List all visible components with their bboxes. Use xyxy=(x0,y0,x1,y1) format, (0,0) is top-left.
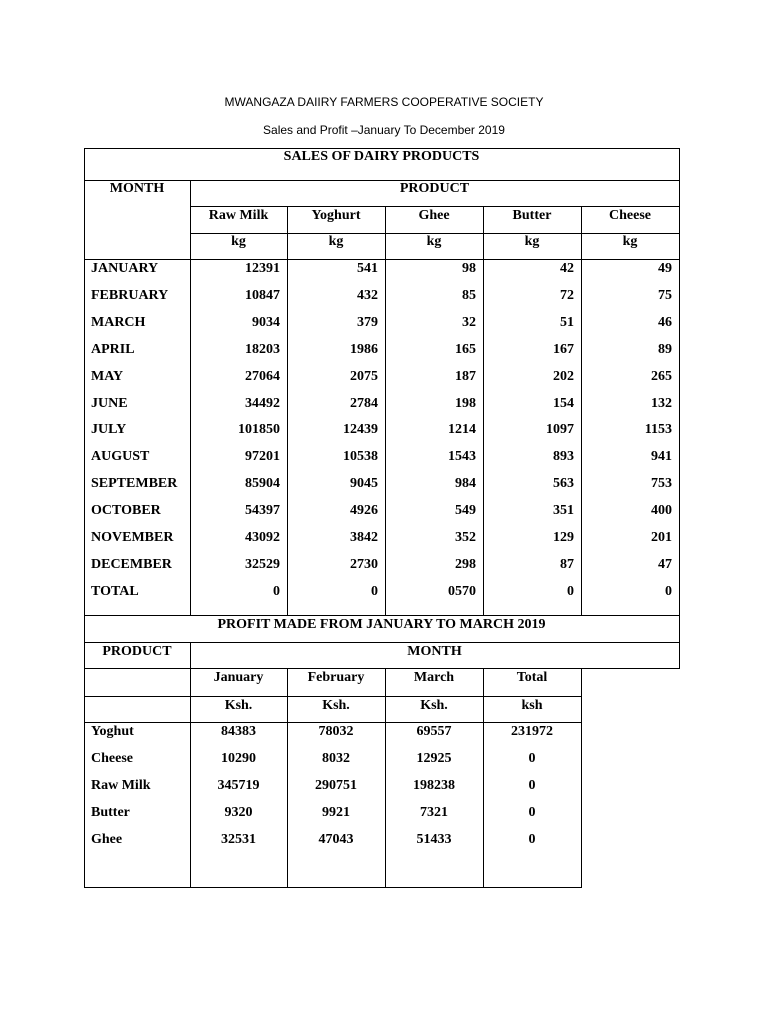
sales-cell-value: 9034 xyxy=(252,315,280,330)
sales-unit-label: kg xyxy=(231,234,246,249)
sales-cell-value: 1097 xyxy=(546,422,574,437)
profit-cell-value: 231972 xyxy=(511,724,553,739)
sales-month-label: OCTOBER xyxy=(91,503,161,518)
sales-column-header: Raw Milk xyxy=(208,208,269,223)
sales-cell-value: 549 xyxy=(455,503,476,518)
sales-cell-value: 893 xyxy=(553,449,574,464)
sales-cell-value: 101850 xyxy=(238,422,280,437)
sales-month-label: SEPTEMBER xyxy=(91,476,178,491)
sales-cell-value: 563 xyxy=(553,476,574,491)
sales-cell-value: 98 xyxy=(462,261,476,276)
sales-column-header: Cheese xyxy=(609,208,651,223)
profit-column-header: February xyxy=(307,670,365,685)
profit-cell-value: 345719 xyxy=(217,778,260,793)
sales-cell-value: 265 xyxy=(651,369,672,384)
document-title: MWANGAZA DAIIRY FARMERS COOPERATIVE SOCIETY xyxy=(224,95,544,109)
sales-unit-label: kg xyxy=(426,234,442,249)
sales-cell-value: 984 xyxy=(455,476,476,491)
profit-column-header: Total xyxy=(516,670,548,685)
profit-product-label: Yoghut xyxy=(91,724,134,739)
sales-total-value: 0 xyxy=(371,584,378,599)
sales-cell-value: 132 xyxy=(651,396,672,411)
profit-month-header: MONTH xyxy=(407,644,462,659)
sales-unit-label: kg xyxy=(622,234,638,249)
sales-total-label: TOTAL xyxy=(91,584,139,599)
sales-cell-value: 941 xyxy=(651,449,672,464)
sales-cell-value: 753 xyxy=(651,476,672,491)
sales-cell-value: 89 xyxy=(658,342,672,357)
sales-cell-value: 32529 xyxy=(245,557,280,572)
sales-unit-label: kg xyxy=(328,234,344,249)
table-rule xyxy=(84,722,582,723)
sales-cell-value: 9045 xyxy=(350,476,378,491)
sales-product-header: PRODUCT xyxy=(399,181,470,196)
sales-cell-value: 18203 xyxy=(245,342,280,357)
sales-month-label: DECEMBER xyxy=(91,557,172,572)
profit-heading: PROFIT MADE FROM JANUARY TO MARCH 2019 xyxy=(217,617,546,632)
sales-cell-value: 75 xyxy=(658,288,672,303)
sales-cell-value: 352 xyxy=(455,530,476,545)
sales-cell-value: 1986 xyxy=(350,342,378,357)
sales-cell-value: 97201 xyxy=(245,449,280,464)
sales-column-header: Ghee xyxy=(418,208,450,223)
sales-cell-value: 167 xyxy=(553,342,574,357)
profit-cell-value: 0 xyxy=(528,805,536,820)
sales-cell-value: 46 xyxy=(658,315,672,330)
sales-cell-value: 34492 xyxy=(245,396,280,411)
sales-cell-value: 1153 xyxy=(644,422,672,437)
sales-month-label: FEBRUARY xyxy=(91,288,169,303)
profit-cell-value: 198238 xyxy=(413,778,455,793)
profit-product-label: Raw Milk xyxy=(91,778,151,793)
sales-cell-value: 42 xyxy=(560,261,574,276)
sales-cell-value: 4926 xyxy=(350,503,378,518)
sales-cell-value: 198 xyxy=(455,396,476,411)
table-rule xyxy=(84,259,680,260)
profit-product-label: Butter xyxy=(91,805,130,820)
profit-product-label: Cheese xyxy=(91,751,133,766)
sales-cell-value: 1214 xyxy=(448,422,476,437)
profit-cell-value: 8032 xyxy=(322,751,350,766)
sales-cell-value: 3842 xyxy=(350,530,378,545)
sales-column-header: Butter xyxy=(512,208,552,223)
sales-cell-value: 49 xyxy=(658,261,672,276)
sales-cell-value: 85904 xyxy=(245,476,280,491)
sales-cell-value: 87 xyxy=(560,557,574,572)
sales-cell-value: 72 xyxy=(560,288,574,303)
sales-cell-value: 187 xyxy=(455,369,476,384)
sales-cell-value: 12439 xyxy=(343,422,378,437)
table-rule xyxy=(84,668,680,669)
profit-unit-label: Ksh. xyxy=(322,698,350,713)
sales-cell-value: 32 xyxy=(462,315,476,330)
sales-cell-value: 10538 xyxy=(343,449,378,464)
profit-cell-value: 0 xyxy=(528,751,536,766)
table-rule xyxy=(84,887,582,888)
sales-cell-value: 12391 xyxy=(245,261,280,276)
sales-total-value: 0 xyxy=(273,584,280,599)
sales-cell-value: 43092 xyxy=(245,530,280,545)
sales-cell-value: 51 xyxy=(560,315,574,330)
sales-cell-value: 10847 xyxy=(245,288,280,303)
sales-month-label: AUGUST xyxy=(91,449,150,464)
sales-cell-value: 2730 xyxy=(350,557,378,572)
sales-cell-value: 541 xyxy=(357,261,378,276)
sales-unit-label: kg xyxy=(524,234,540,249)
profit-cell-value: 0 xyxy=(528,778,536,793)
table-rule xyxy=(679,148,680,669)
sales-month-label: MARCH xyxy=(91,315,146,330)
sales-month-label: APRIL xyxy=(91,342,135,357)
profit-cell-value: 12925 xyxy=(416,751,452,766)
profit-cell-value: 7321 xyxy=(420,805,448,820)
sales-cell-value: 298 xyxy=(455,557,476,572)
sales-cell-value: 351 xyxy=(553,503,574,518)
sales-month-label: JULY xyxy=(91,422,127,437)
profit-cell-value: 51433 xyxy=(416,832,452,847)
sales-cell-value: 129 xyxy=(553,530,574,545)
profit-cell-value: 10290 xyxy=(221,751,256,766)
sales-month-header: MONTH xyxy=(109,181,165,196)
profit-cell-value: 69557 xyxy=(416,724,452,739)
profit-cell-value: 9921 xyxy=(322,805,350,820)
sales-cell-value: 165 xyxy=(455,342,476,357)
sales-total-value: 0 xyxy=(665,584,672,599)
profit-cell-value: 47043 xyxy=(318,832,354,847)
sales-cell-value: 202 xyxy=(553,369,574,384)
sales-cell-value: 154 xyxy=(553,396,574,411)
sales-cell-value: 54397 xyxy=(245,503,280,518)
sales-total-value: 0570 xyxy=(448,584,476,599)
profit-cell-value: 0 xyxy=(528,832,536,847)
sales-month-label: JUNE xyxy=(91,396,128,411)
sales-month-label: NOVEMBER xyxy=(91,530,174,545)
table-rule xyxy=(84,642,680,643)
sales-cell-value: 379 xyxy=(357,315,378,330)
sales-month-label: MAY xyxy=(91,369,124,384)
sales-cell-value: 1543 xyxy=(448,449,476,464)
table-rule xyxy=(84,696,582,697)
profit-unit-label: Ksh. xyxy=(224,698,253,713)
profit-unit-label: Ksh. xyxy=(420,698,448,713)
profit-cell-value: 32531 xyxy=(221,832,256,847)
sales-cell-value: 2784 xyxy=(350,396,378,411)
profit-cell-value: 78032 xyxy=(318,724,354,739)
profit-cell-value: 290751 xyxy=(315,778,357,793)
profit-unit-label: ksh xyxy=(521,698,543,713)
document-subtitle: Sales and Profit –January To December 2019 xyxy=(263,123,505,137)
table-rule xyxy=(84,615,680,616)
sales-total-value: 0 xyxy=(567,584,574,599)
table-rule xyxy=(190,206,680,207)
profit-cell-value: 9320 xyxy=(224,805,253,820)
sales-cell-value: 201 xyxy=(651,530,672,545)
sales-column-header: Yoghurt xyxy=(311,208,361,223)
sales-cell-value: 85 xyxy=(462,288,476,303)
profit-column-header: March xyxy=(413,670,455,685)
sales-month-label: JANUARY xyxy=(91,261,159,276)
sales-cell-value: 432 xyxy=(357,288,378,303)
sales-cell-value: 47 xyxy=(658,557,672,572)
profit-column-header: January xyxy=(213,670,264,685)
sales-heading: SALES OF DAIRY PRODUCTS xyxy=(283,149,480,164)
sales-cell-value: 2075 xyxy=(350,369,378,384)
table-rule xyxy=(581,668,582,888)
sales-cell-value: 27064 xyxy=(245,369,280,384)
profit-cell-value: 84383 xyxy=(221,724,256,739)
profit-product-header: PRODUCT xyxy=(102,644,172,659)
sales-cell-value: 400 xyxy=(651,503,672,518)
profit-product-label: Ghee xyxy=(91,832,123,847)
